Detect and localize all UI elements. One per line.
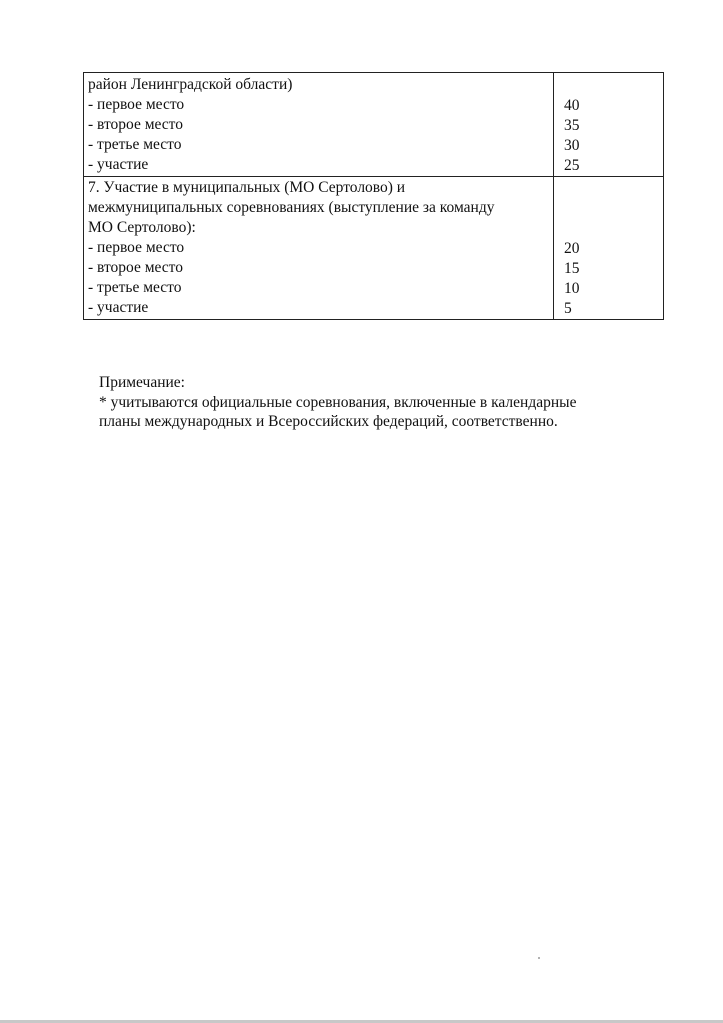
note-heading: Примечание:	[99, 374, 185, 391]
note-block	[99, 373, 659, 432]
row-heading-line: межмуниципальных соревнованиях (выступление за команду	[88, 199, 495, 216]
description-cell	[84, 73, 554, 177]
scan-speck	[538, 957, 540, 959]
points-cell	[554, 73, 664, 177]
participation-label: - участие	[88, 156, 149, 173]
scoring-table	[83, 72, 664, 320]
place-first-label: - первое место	[88, 239, 185, 256]
points-value: 15	[564, 260, 580, 277]
description-cell	[84, 177, 554, 320]
points-value: 30	[564, 137, 580, 154]
place-first-label: - первое место	[88, 96, 185, 113]
points-value: 5	[564, 300, 572, 317]
points-cell	[554, 177, 664, 320]
note-text-line: планы международных и Всероссийских федераций, соответственно.	[99, 413, 558, 430]
points-value: 10	[564, 280, 580, 297]
row-heading-line: МО Сертолово):	[88, 219, 196, 236]
points-value: 20	[564, 240, 580, 257]
place-second-label: - второе место	[88, 259, 184, 276]
place-third-label: - третье место	[88, 136, 182, 153]
points-value: 25	[564, 157, 580, 174]
points-value: 35	[564, 117, 580, 134]
table-row	[84, 177, 664, 320]
place-third-label: - третье место	[88, 279, 182, 296]
table-row	[84, 73, 664, 177]
points-value: 40	[564, 97, 580, 114]
note-text-line: * учитываются официальные соревнования, включенные в календарные	[99, 393, 577, 411]
row-heading-line: 7. Участие в муниципальных (МО Сертолово) и	[88, 179, 406, 196]
row-text-line: район Ленинградской области)	[88, 76, 293, 93]
place-second-label: - второе место	[88, 116, 184, 133]
participation-label: - участие	[88, 299, 149, 316]
